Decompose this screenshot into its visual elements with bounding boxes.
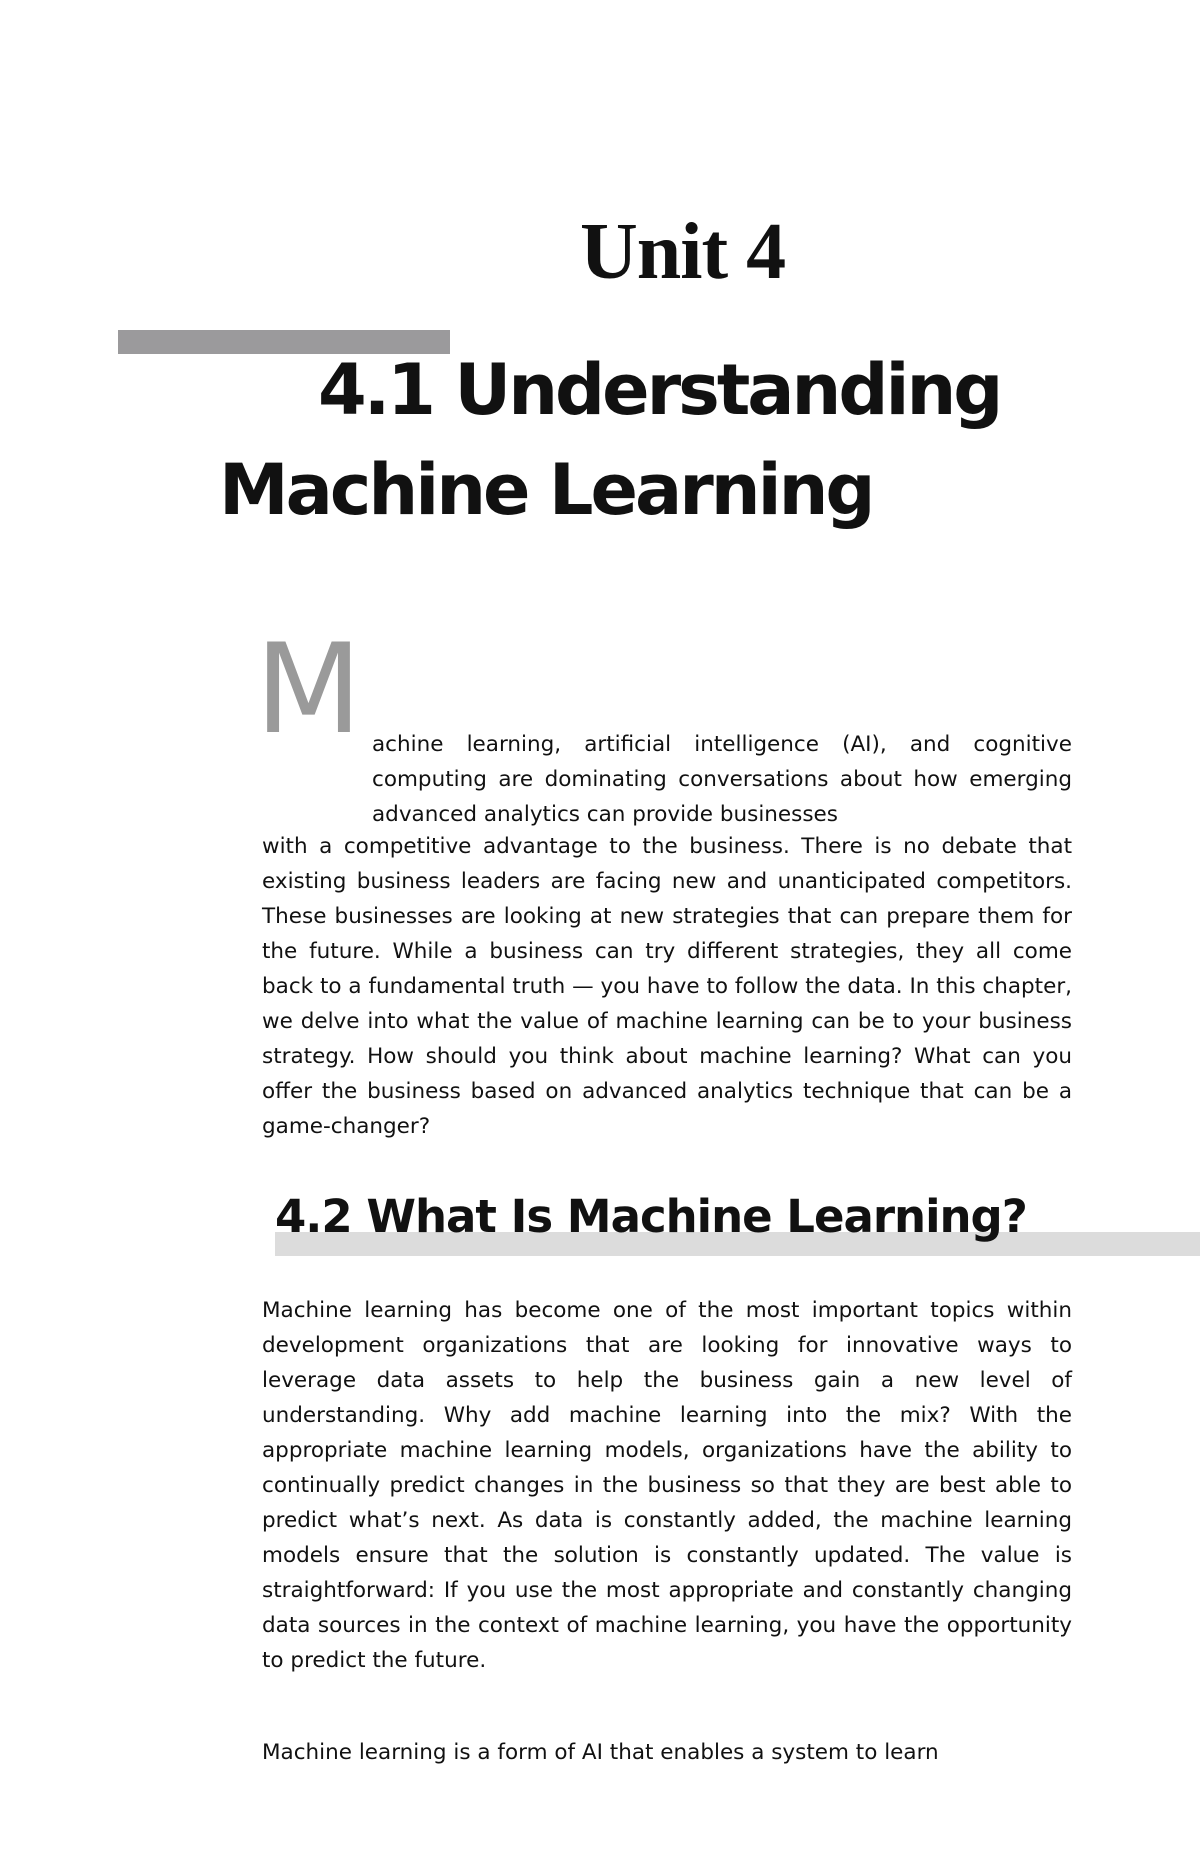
chapter-title-line-2: Machine Learning bbox=[219, 449, 873, 531]
section-paragraph-1: Machine learning has become one of the most important topics within development organizations that are looking for innovative ways to leverage data assets to help the business gain a new level of understanding. Why add machine learning into the mix? With the appropriate machine learning models, organizations have the ability to continually predict changes in the business so that they are best able to predict what’s next. As data is constantly added, the machine learning models ensure that the solution is constantly updated. The value is straightforward: If you use the most appropriate and constantly changing data sources in the context of machine learning, you have the opportunity to predict the future. bbox=[262, 1298, 1072, 1673]
section-heading: 4.2 What Is Machine Learning? bbox=[275, 1190, 1027, 1243]
intro-body-paragraph: with a competitive advantage to the business. There is no debate that existing business leaders are facing new and unanticipated competitors. These businesses are looking at new strategies that can prepare them for the future. While a business can try different strategies, they all come back to a fundamental truth — you have to follow the data. In this chapter, we delve into what the value of machine learning can be to your business strategy. How should you think about machine learning? What can you offer the business based on advanced analytics technique that can be a game-changer? bbox=[262, 834, 1072, 1139]
drop-cap: M bbox=[255, 618, 362, 762]
section-paragraph-2: Machine learning is a form of AI that enables a system to learn bbox=[262, 1740, 939, 1765]
chapter-title-line-1: 4.1 Understanding bbox=[318, 349, 1001, 431]
chapter-title bbox=[219, 340, 1119, 540]
intro-lead-paragraph: achine learning, artificial intelligence (AI), and cognitive computing are dominating conversations about how emerging advanced analytics can provide businesses bbox=[372, 732, 1072, 827]
unit-heading: Unit 4 bbox=[580, 208, 786, 296]
